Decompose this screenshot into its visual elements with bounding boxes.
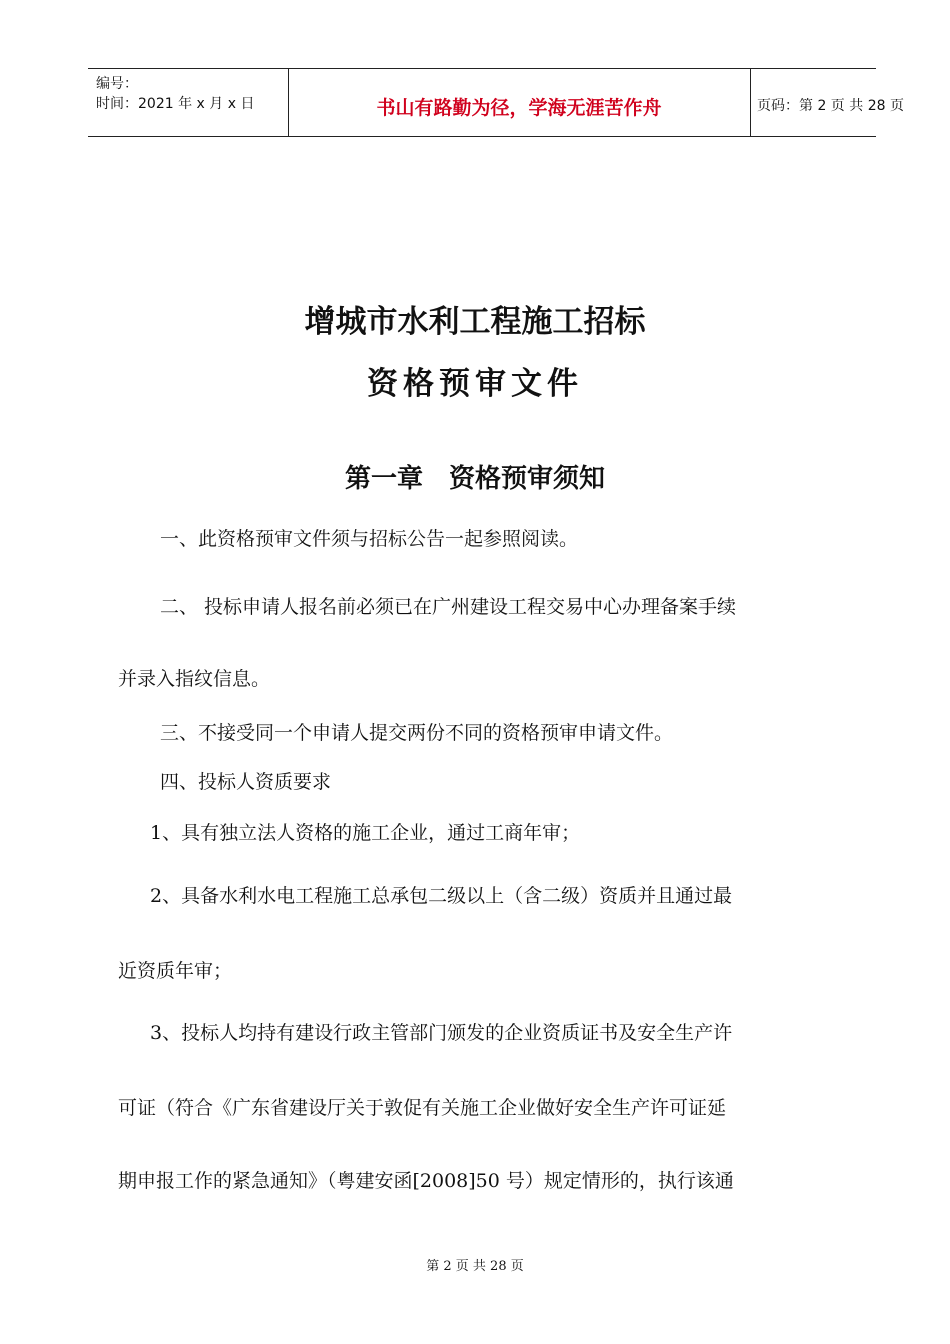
paragraph-7-line2: 可证（符合《广东省建设厅关于敦促有关施工企业做好安全生产许可证延 xyxy=(118,1097,727,1119)
paragraph-6-line1: 2、具备水利水电工程施工总承包二级以上（含二级）资质并且通过最 xyxy=(150,885,733,907)
header-page-info: 页码：第 2 页 共 28 页 xyxy=(757,98,904,114)
paragraph-4: 四、投标人资质要求 xyxy=(160,771,332,793)
paragraph-6-line2: 近资质年审； xyxy=(118,960,233,982)
page-footer: 第 2 页 共 28 页 xyxy=(426,1259,524,1274)
document-header xyxy=(88,68,904,137)
paragraph-2-sans-part: 前必须已在广州建设工程交易中心办理备案手续 xyxy=(337,596,737,618)
paragraph-1: 一、此资格预审文件须与招标公告一起参照阅读。 xyxy=(160,528,579,550)
paragraph-2-line1 xyxy=(160,592,736,619)
header-motto-cell xyxy=(288,69,751,136)
document-title-line1: 增城市水利工程施工招标 xyxy=(304,304,646,340)
chapter-heading: 第一章 资格预审须知 xyxy=(344,464,605,494)
paragraph-5: 1、具有独立法人资格的施工企业，通过工商年审； xyxy=(150,822,581,844)
paragraph-7-line1: 3、投标人均持有建设行政主管部门颁发的企业资质证书及安全生产许 xyxy=(150,1022,733,1044)
document-title-line2: 资格预审文件 xyxy=(367,366,583,402)
header-page-cell xyxy=(751,69,904,136)
paragraph-7-line3: 期申报工作的紧急通知》（粤建安函[2008]50 号）规定情形的，执行该通 xyxy=(118,1170,734,1192)
header-motto: 书山有路勤为径，学海无涯苦作舟 xyxy=(376,97,662,119)
paragraph-2-line2: 并录入指纹信息。 xyxy=(118,668,271,690)
document-number-label: 编号： xyxy=(96,76,138,92)
paragraph-2-serif-part: 二、 投标申请人报名 xyxy=(160,596,338,618)
document-time-label: 时间：2021 年 x 月 x 日 xyxy=(96,96,255,112)
paragraph-3: 三、不接受同一个申请人提交两份不同的资格预审申请文件。 xyxy=(160,722,674,744)
header-meta-cell xyxy=(88,69,289,136)
